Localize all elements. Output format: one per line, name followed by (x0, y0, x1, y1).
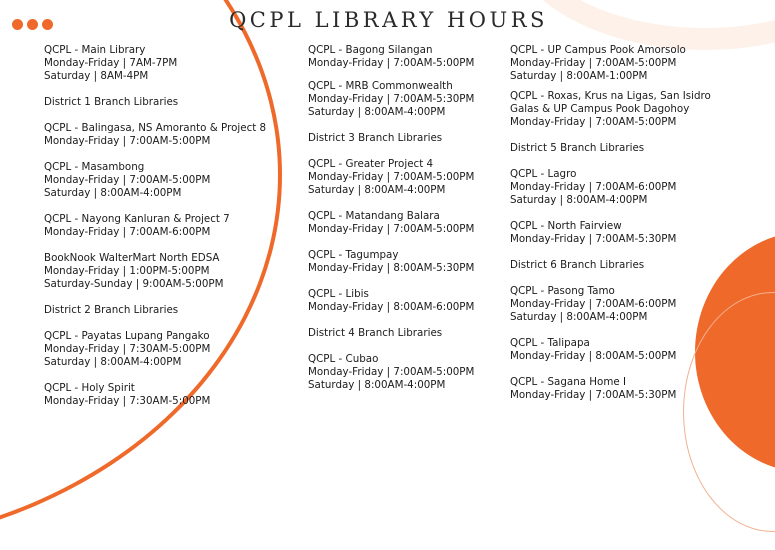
district-heading (44, 304, 289, 317)
branch-name: QCPL - Greater Project 4 (308, 158, 434, 170)
branch-hours: Monday-Friday | 7:00AM-5:30PM (510, 389, 677, 401)
branch-hours: Monday-Friday | 7:00AM-5:00PM (44, 135, 211, 147)
branch-name: QCPL - Sagana Home I (510, 376, 627, 388)
branch-hours: Monday-Friday | 7:30AM-5:00PM (44, 395, 211, 407)
heading-text: District 4 Branch Libraries (308, 327, 443, 339)
district-heading (308, 327, 503, 340)
branch-name: QCPL - Main Library (44, 44, 146, 56)
branch-name: QCPL - Roxas, Krus na Ligas, San Isidro (510, 90, 711, 102)
branch-block (510, 168, 705, 207)
branch-name: QCPL - MRB Commonwealth (308, 80, 453, 92)
branch-hours: Saturday | 8:00AM-4:00PM (510, 311, 648, 323)
heading-text: District 3 Branch Libraries (308, 132, 443, 144)
page-title: QCPL LIBRARY HOURS (229, 8, 548, 32)
branch-hours: Saturday-Sunday | 9:00AM-5:00PM (44, 278, 224, 290)
branch-hours: Monday-Friday | 7:00AM-5:00PM (308, 366, 475, 378)
branch-hours: Monday-Friday | 8:00AM-5:30PM (308, 262, 475, 274)
branch-block (44, 44, 289, 83)
branch-hours: Monday-Friday | 7:30AM-5:00PM (44, 343, 211, 355)
branch-block (44, 122, 289, 148)
branch-block (44, 213, 289, 239)
branch-block (44, 382, 289, 408)
branch-hours: Monday-Friday | 8:00AM-5:00PM (510, 350, 677, 362)
branch-name: QCPL - Nayong Kanluran & Project 7 (44, 213, 230, 225)
column-1 (44, 44, 289, 408)
branch-name: QCPL - Masambong (44, 161, 145, 173)
branch-hours: Monday-Friday | 7:00AM-5:30PM (308, 93, 475, 105)
branch-name: QCPL - Pasong Tamo (510, 285, 615, 297)
branch-block (44, 252, 289, 291)
branch-hours: Saturday | 8AM-4PM (44, 70, 149, 82)
branch-hours: Monday-Friday | 1:00PM-5:00PM (44, 265, 210, 277)
branch-hours: Saturday | 8:00AM-4:00PM (44, 187, 182, 199)
branch-hours: Monday-Friday | 8:00AM-6:00PM (308, 301, 475, 313)
branch-block (308, 210, 503, 236)
branch-block (308, 158, 503, 197)
branch-hours: Monday-Friday | 7:00AM-6:00PM (510, 181, 677, 193)
district-heading (510, 259, 705, 272)
branch-block (510, 337, 705, 363)
branch-hours: Saturday | 8:00AM-4:00PM (308, 106, 446, 118)
branch-name: QCPL - Libis (308, 288, 369, 300)
branch-block (44, 161, 289, 200)
branch-block (308, 44, 503, 70)
district-heading (510, 142, 705, 155)
branch-hours: Monday-Friday | 7:00AM-6:00PM (44, 226, 211, 238)
branch-hours: Monday-Friday | 7:00AM-5:00PM (510, 57, 677, 69)
branch-name: QCPL - Tagumpay (308, 249, 399, 261)
branch-hours: Monday-Friday | 7AM-7PM (44, 57, 178, 69)
branch-name: BookNook WalterMart North EDSA (44, 252, 220, 264)
branch-hours: Monday-Friday | 7:00AM-5:00PM (308, 171, 475, 183)
branch-name: QCPL - UP Campus Pook Amorsolo (510, 44, 686, 56)
branch-name: QCPL - Payatas Lupang Pangako (44, 330, 210, 342)
branch-block (308, 80, 503, 119)
branch-block (510, 376, 705, 402)
branch-hours: Monday-Friday | 7:00AM-5:00PM (510, 116, 677, 128)
heading-text: District 6 Branch Libraries (510, 259, 645, 271)
district-heading (308, 132, 503, 145)
branch-hours: Saturday | 8:00AM-4:00PM (44, 356, 182, 368)
branch-name: QCPL - North Fairview (510, 220, 622, 232)
column-3 (510, 44, 711, 402)
branch-block (510, 90, 711, 129)
branch-name: QCPL - Bagong Silangan (308, 44, 433, 56)
branch-name: QCPL - Balingasa, NS Amoranto & Project 8 (44, 122, 267, 134)
branch-block (510, 220, 705, 246)
branch-hours: Monday-Friday | 7:00AM-6:00PM (510, 298, 677, 310)
branch-name: QCPL - Holy Spirit (44, 382, 135, 394)
branch-hours: Galas & UP Campus Pook Dagohoy (510, 103, 690, 115)
heading-text: District 5 Branch Libraries (510, 142, 645, 154)
branch-hours: Monday-Friday | 7:00AM-5:00PM (308, 57, 475, 69)
branch-hours: Saturday | 8:00AM-1:00PM (510, 70, 648, 82)
branch-name: QCPL - Talipapa (510, 337, 590, 349)
branch-hours: Saturday | 8:00AM-4:00PM (308, 184, 446, 196)
branch-block (308, 353, 503, 392)
branch-block (308, 288, 503, 314)
branch-name: QCPL - Cubao (308, 353, 379, 365)
branch-block (44, 330, 289, 369)
branch-hours: Monday-Friday | 7:00AM-5:30PM (510, 233, 677, 245)
branch-block (510, 44, 705, 83)
heading-text: District 2 Branch Libraries (44, 304, 179, 316)
branch-hours: Monday-Friday | 7:00AM-5:00PM (44, 174, 211, 186)
district-heading (44, 96, 289, 109)
branch-hours: Saturday | 8:00AM-4:00PM (308, 379, 446, 391)
branch-hours: Monday-Friday | 7:00AM-5:00PM (308, 223, 475, 235)
branch-name: QCPL - Matandang Balara (308, 210, 440, 222)
branch-name: QCPL - Lagro (510, 168, 577, 180)
branch-block (308, 249, 503, 275)
branch-hours: Saturday | 8:00AM-4:00PM (510, 194, 648, 206)
heading-text: District 1 Branch Libraries (44, 96, 179, 108)
column-2 (308, 44, 503, 392)
branch-block (510, 285, 705, 324)
